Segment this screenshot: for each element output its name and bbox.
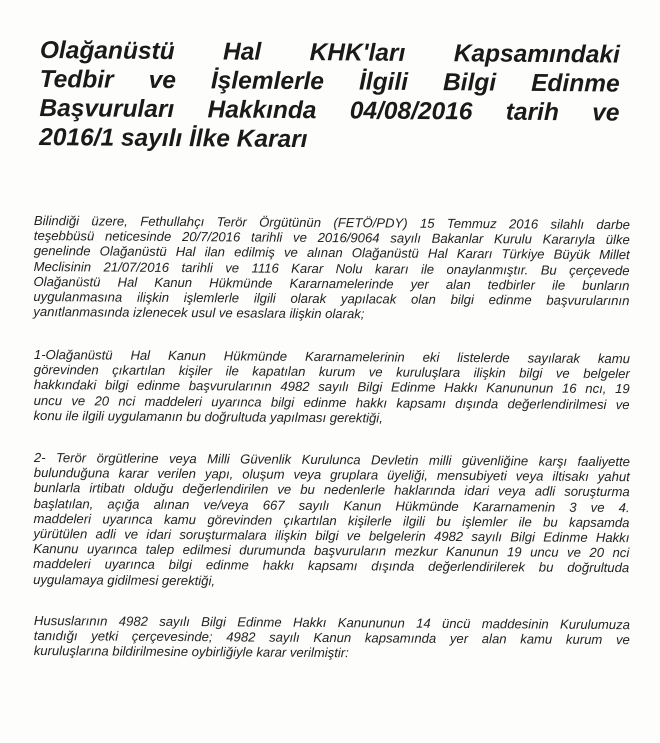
text-line: yürütülen adli ve idari soruşturmalara ilişkin bilgi ve belgelerin 4982 sayılı Bilgi Edinme Hakkı (33, 526, 630, 546)
text-line: Olağanüstü Hal Kanun Hükmünde Kararnamelerinde yer alan tedbirler ile bunların (33, 273, 630, 293)
text-line: bunlarla irtibatı olduğu değerlendirilen ve bu nedenlerle haklarında idari veya adli soruşturma (33, 480, 630, 500)
conclusion-paragraph (34, 613, 630, 663)
text-line: başlatılan, açığa alınan ve/veya 667 sayılı Kanun Hükmünde Kararnamenin 3 ve 4. (33, 495, 630, 515)
text-line: 2- Terör örgütlerine veya Milli Güvenlik Kurulunca Devletin milli güvenliğine karşı faaliyette (33, 450, 630, 470)
text-line: uygulanmasına ilişkin işlemlerle ilgili olarak yapılacak olan bilgi edinme başvurularının (33, 289, 630, 309)
text-line: kuruluşlarına bildirilmesine oybirliğiyle karar verilmiştir: (33, 643, 349, 661)
text-line: görevinden çıkartılan kişiler ile kapatılan kurum ve kuruluşlara ilişkin bilgi ve belgeler (33, 362, 630, 382)
item-2-paragraph (33, 450, 630, 591)
text-line: uygulamaya gidilmesi gerektiği, (33, 571, 216, 588)
text-line: maddeleri uyarınca bilgi edinme hakkı kapsamı dışında değerlendirilerek bu doğrultuda (33, 556, 630, 576)
text-line: konu ile ilgili uygulamanın bu doğrultuda yapılması gerektiği, (33, 407, 383, 426)
text-line: hakkındaki bilgi edinme başvurularının 4982 sayılı Bilgi Edinme Hakkı Kanununun 16 ncı, 19 (33, 377, 630, 397)
text-line: Meclisinin 21/07/2016 tarihli ve 1116 Karar Nolu kararı ile onaylanmıştır. Bu çerçevede (33, 258, 630, 278)
text-line: 1-Olağanüstü Hal Kanun Hükmünde Kararnamelerinin eki listelerde sayılarak kamu (33, 347, 630, 367)
text-line: Hususlarının 4982 sayılı Bilgi Edinme Hakkı Kanununun 14 üncü maddesinin Kurulumuza (33, 613, 630, 633)
text-line: genelinde Olağanüstü Hal ilan edilmiş ve alınan Olağanüstü Hal Kararı Türkiye Büyük Millet (33, 243, 630, 263)
text-line: Bilindiği üzere, Fethullahçı Terör Örgütünün (FETÖ/PDY) 15 Temmuz 2016 silahlı darbe (33, 213, 630, 233)
intro-paragraph (33, 213, 630, 324)
title-line: Başvuruları Hakkında 04/08/2016 tarih ve (39, 94, 620, 127)
text-line: yanıtlanmasında izlenecek usul ve esaslara ilişkin olarak; (33, 304, 365, 322)
text-line: teşebbüsü neticesinde 20/7/2016 tarihli ve 2016/9064 sayılı Bakanlar Kurulu Kararıyla ülke (33, 228, 630, 248)
title-line: 2016/1 sayılı İlke Kararı (39, 123, 308, 154)
text-line: maddeleri uyarınca kamu görevinden çıkartılan kişilerle ilgili bu işlemler ile bu kapsamda (33, 510, 630, 530)
title-line: Olağanüstü Hal KHK'ları Kapsamındaki (39, 36, 620, 69)
text-line: bulunduğuna karar verilen yapı, oluşum veya gruplara üyeliği, mensubiyeti veya iltisakı yahut (33, 465, 630, 485)
text-line: tanıdığı yetki çerçevesinde; 4982 sayılı Kanun kapsamında yer alan kamu kurum ve (33, 628, 630, 648)
text-line: Kanunu uyarınca talep edilmesi durumunda başvuruların mezkur Kanunun 19 uncu ve 20 nci (33, 541, 630, 561)
document-title (39, 36, 620, 157)
text-line: uncu ve 20 nci maddeleri uyarınca bilgi edinme hakkı kapsamı dışında değerlendirilmesi ve (33, 392, 630, 412)
title-line: Tedbir ve İşlemlerle İlgili Bilgi Edinme (39, 65, 620, 98)
item-1-paragraph (33, 347, 630, 427)
